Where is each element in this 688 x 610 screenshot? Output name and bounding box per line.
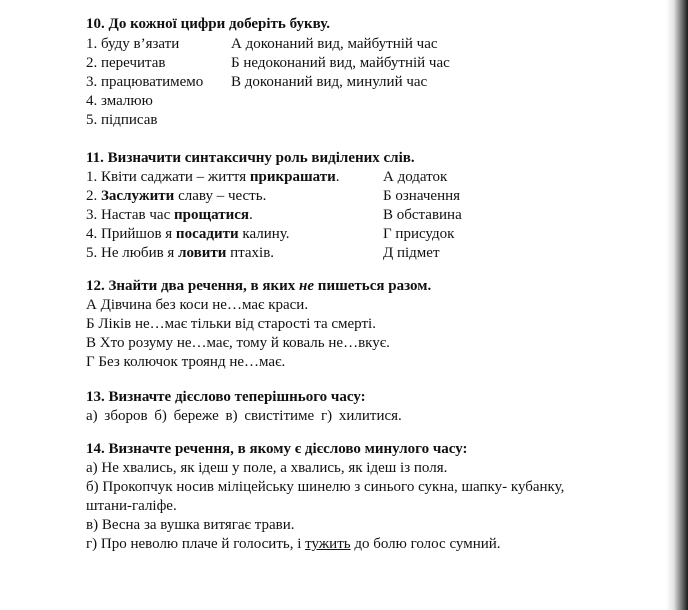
q12-option-a: А Дівчина без коси не…має краси.: [86, 297, 309, 313]
q13-title: 13. Визначте дієслово теперішнього часу:: [86, 389, 366, 405]
q11-title: 11. Визначити синтаксичну роль виділених слів.: [86, 150, 415, 166]
q12-option-v: В Хто розуму не…має, тому й коваль не…вкує.: [86, 335, 390, 351]
q14-option-b-cont: штани-галіфе.: [86, 498, 177, 514]
q11-row-3: 3. Настав час прощатися.: [86, 207, 253, 223]
q11-highlight-3: прощатися: [174, 207, 250, 223]
q11-answer-g: Г присудок: [383, 226, 455, 242]
q10-answer-v: В доконаний вид, минулий час: [231, 74, 428, 90]
q11-answer-b: Б означення: [383, 188, 461, 204]
q13-options: а) зборов б) береже в) свистітиме г) хилитися.: [86, 408, 402, 424]
q10-item-1: 1. буду в’язати: [86, 36, 180, 52]
q11-answer-v: В обставина: [383, 207, 462, 223]
q11-answer-a: А додаток: [383, 169, 448, 185]
q10-item-2: 2. перечитав: [86, 55, 166, 71]
q10-title: 10. До кожної цифри доберіть букву.: [86, 16, 330, 32]
q11-highlight-4: посадити: [175, 226, 239, 242]
q14-option-b: б) Прокопчук носив міліцейську шинелю з синього сукна, шапку- кубанку,: [86, 479, 565, 495]
q10-item-3: 3. працюватимемо: [86, 74, 204, 90]
q11-row-5: 5. Не любив я ловити птахів.: [86, 245, 275, 261]
q14-title: 14. Визначте речення, в якому є дієслово минулого часу:: [86, 441, 468, 457]
q12-option-b: Б Ліків не…має тільки від старості та смерті.: [86, 316, 376, 332]
q14-option-g: г) Про неволю плаче й голосить, і тужить до болю голос сумний.: [86, 536, 501, 552]
q11-highlight-2: Заслужити: [101, 188, 175, 204]
q12-title: 12. Знайти два речення, в яких не пишеться разом.: [86, 278, 432, 294]
q11-row-1: 1. Квіти саджати – життя прикрашати.: [86, 169, 340, 185]
q14-option-a: а) Не хвались, як ідеш у поле, а хвались, як ідеш із поля.: [86, 460, 448, 476]
q10-item-4: 4. змалюю: [86, 93, 153, 109]
q11-highlight-5: ловити: [178, 245, 227, 261]
q11-row-2: 2. Заслужити славу – честь.: [86, 188, 267, 204]
q14-option-v: в) Весна за вушка витягає трави.: [86, 517, 295, 533]
q11-answer-d: Д підмет: [383, 245, 440, 261]
q11-highlight-1: прикрашати: [249, 169, 336, 185]
q14-underlined-word: тужить: [305, 536, 351, 552]
q12-title-emphasis: не: [299, 278, 315, 294]
q12-option-g: Г Без колючок троянд не…має.: [86, 354, 286, 370]
q10-answer-b: Б недоконаний вид, майбутній час: [231, 55, 450, 71]
page-edge-shadow: [666, 0, 688, 610]
q10-item-5: 5. підписав: [86, 112, 158, 128]
q11-row-4: 4. Прийшов я посадити калину.: [86, 226, 290, 242]
q10-answer-a: А доконаний вид, майбутній час: [231, 36, 438, 52]
